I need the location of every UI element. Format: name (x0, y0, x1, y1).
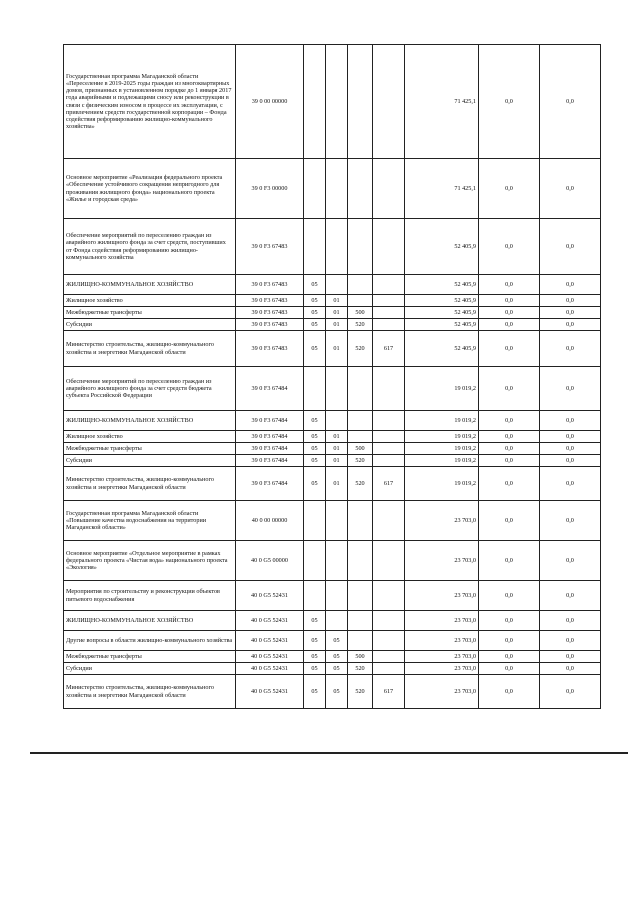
cell-grbs (373, 631, 405, 651)
cell-csr: 39 0 F3 67484 (236, 455, 304, 467)
table-row (64, 581, 601, 611)
cell-s3: 0,0 (540, 307, 601, 319)
cell-grbs (373, 541, 405, 581)
cell-name: Жилищное хозяйство (64, 431, 236, 443)
cell-name: Обеспечение мероприятий по переселению граждан из аварийного жилищного фонда за счет средств, поступивших от Фонда содействия реформированию жилищно-коммунального хозяйства (64, 219, 236, 275)
cell-s3: 0,0 (540, 443, 601, 455)
table-row (64, 443, 601, 455)
cell-name: Межбюджетные трансферты (64, 651, 236, 663)
cell-s1: 23 703,0 (405, 651, 479, 663)
cell-s3: 0,0 (540, 431, 601, 443)
cell-grbs (373, 367, 405, 411)
cell-rz: 05 (304, 455, 326, 467)
cell-pr (326, 159, 348, 219)
cell-vr (348, 611, 373, 631)
cell-vr (348, 431, 373, 443)
cell-pr: 01 (326, 455, 348, 467)
cell-grbs (373, 295, 405, 307)
cell-pr: 01 (326, 319, 348, 331)
cell-rz: 05 (304, 467, 326, 501)
cell-vr: 520 (348, 663, 373, 675)
cell-pr: 01 (326, 295, 348, 307)
cell-rz: 05 (304, 331, 326, 367)
cell-s2: 0,0 (479, 467, 540, 501)
cell-s3: 0,0 (540, 581, 601, 611)
cell-rz (304, 219, 326, 275)
cell-csr: 40 0 G5 52431 (236, 663, 304, 675)
cell-rz: 05 (304, 431, 326, 443)
cell-name: ЖИЛИЩНО-КОММУНАЛЬНОЕ ХОЗЯЙСТВО (64, 275, 236, 295)
cell-s1: 52 405,9 (405, 219, 479, 275)
cell-csr: 39 0 F3 67483 (236, 307, 304, 319)
cell-name: Другие вопросы в области жилищно-коммунального хозяйства (64, 631, 236, 651)
cell-rz: 05 (304, 675, 326, 709)
cell-s2: 0,0 (479, 675, 540, 709)
cell-pr (326, 611, 348, 631)
cell-s1: 52 405,9 (405, 275, 479, 295)
cell-s2: 0,0 (479, 295, 540, 307)
table-row (64, 467, 601, 501)
cell-vr: 500 (348, 651, 373, 663)
cell-s3: 0,0 (540, 455, 601, 467)
cell-vr (348, 295, 373, 307)
cell-s2: 0,0 (479, 651, 540, 663)
cell-grbs (373, 455, 405, 467)
cell-grbs (373, 431, 405, 443)
cell-s3: 0,0 (540, 275, 601, 295)
table-row (64, 275, 601, 295)
cell-grbs (373, 651, 405, 663)
cell-csr: 40 0 G5 00000 (236, 541, 304, 581)
cell-grbs: 617 (373, 675, 405, 709)
cell-s2: 0,0 (479, 611, 540, 631)
cell-csr: 39 0 F3 67484 (236, 431, 304, 443)
cell-vr (348, 45, 373, 159)
cell-s2: 0,0 (479, 219, 540, 275)
cell-name: Министерство строительства, жилищно-коммунального хозяйства и энергетики Магаданской области (64, 467, 236, 501)
cell-s3: 0,0 (540, 331, 601, 367)
cell-pr: 01 (326, 443, 348, 455)
table-row (64, 307, 601, 319)
cell-vr (348, 219, 373, 275)
cell-s1: 52 405,9 (405, 307, 479, 319)
cell-grbs (373, 307, 405, 319)
cell-name: ЖИЛИЩНО-КОММУНАЛЬНОЕ ХОЗЯЙСТВО (64, 611, 236, 631)
cell-grbs: 617 (373, 467, 405, 501)
page-divider-line (30, 752, 628, 754)
cell-name: ЖИЛИЩНО-КОММУНАЛЬНОЕ ХОЗЯЙСТВО (64, 411, 236, 431)
cell-vr: 500 (348, 443, 373, 455)
cell-csr: 40 0 G5 52431 (236, 651, 304, 663)
cell-csr: 39 0 F3 67483 (236, 319, 304, 331)
cell-rz: 05 (304, 275, 326, 295)
cell-vr: 520 (348, 455, 373, 467)
cell-rz: 05 (304, 411, 326, 431)
cell-pr: 05 (326, 631, 348, 651)
cell-s1: 23 703,0 (405, 581, 479, 611)
cell-vr: 520 (348, 467, 373, 501)
cell-pr (326, 219, 348, 275)
table-row (64, 159, 601, 219)
cell-name: Государственная программа Магаданской области «Повышение качества водоснабжения на территории Магаданской области» (64, 501, 236, 541)
cell-csr: 39 0 F3 67484 (236, 467, 304, 501)
cell-vr (348, 501, 373, 541)
cell-name: Министерство строительства, жилищно-коммунального хозяйства и энергетики Магаданской области (64, 331, 236, 367)
cell-grbs (373, 663, 405, 675)
cell-s3: 0,0 (540, 45, 601, 159)
cell-s3: 0,0 (540, 295, 601, 307)
cell-csr: 40 0 G5 52431 (236, 611, 304, 631)
cell-vr (348, 159, 373, 219)
cell-s1: 71 425,1 (405, 159, 479, 219)
cell-name: Межбюджетные трансферты (64, 443, 236, 455)
cell-s2: 0,0 (479, 319, 540, 331)
cell-csr: 39 0 F3 67483 (236, 219, 304, 275)
cell-rz: 05 (304, 631, 326, 651)
cell-s1: 52 405,9 (405, 319, 479, 331)
cell-s3: 0,0 (540, 541, 601, 581)
cell-vr (348, 541, 373, 581)
cell-grbs: 617 (373, 331, 405, 367)
cell-name: Министерство строительства, жилищно-коммунального хозяйства и энергетики Магаданской области (64, 675, 236, 709)
cell-s2: 0,0 (479, 455, 540, 467)
cell-csr: 39 0 F3 67484 (236, 443, 304, 455)
table-row (64, 367, 601, 411)
cell-vr: 520 (348, 331, 373, 367)
cell-name: Межбюджетные трансферты (64, 307, 236, 319)
cell-name: Государственная программа Магаданской области «Переселение в 2019-2025 годы граждан из многоквартирных домов, признанных в установленном порядке до 1 января 2017 года аварийными и подлежащими сносу или реконструкции в связи с физическим износом в процессе их эксплуатации, с привлечением средств государственной корпорации – Фонда содействия реформированию жилищно-коммунального хозяйства» (64, 45, 236, 159)
cell-name: Субсидии (64, 319, 236, 331)
table-row (64, 611, 601, 631)
cell-rz (304, 367, 326, 411)
cell-name: Субсидии (64, 455, 236, 467)
cell-s2: 0,0 (479, 541, 540, 581)
cell-rz: 05 (304, 319, 326, 331)
cell-rz: 05 (304, 611, 326, 631)
cell-pr: 01 (326, 331, 348, 367)
cell-rz: 05 (304, 663, 326, 675)
cell-pr (326, 581, 348, 611)
cell-s1: 19 019,2 (405, 411, 479, 431)
cell-rz (304, 541, 326, 581)
cell-s3: 0,0 (540, 611, 601, 631)
cell-s2: 0,0 (479, 275, 540, 295)
cell-pr: 05 (326, 663, 348, 675)
cell-rz (304, 501, 326, 541)
table-row (64, 663, 601, 675)
cell-name: Субсидии (64, 663, 236, 675)
table-row (64, 431, 601, 443)
cell-csr: 40 0 G5 52431 (236, 675, 304, 709)
cell-s3: 0,0 (540, 501, 601, 541)
cell-pr (326, 411, 348, 431)
cell-s3: 0,0 (540, 159, 601, 219)
cell-s2: 0,0 (479, 631, 540, 651)
cell-s1: 19 019,2 (405, 431, 479, 443)
cell-pr (326, 501, 348, 541)
cell-vr (348, 581, 373, 611)
cell-s3: 0,0 (540, 467, 601, 501)
cell-grbs (373, 159, 405, 219)
cell-s3: 0,0 (540, 651, 601, 663)
cell-pr (326, 45, 348, 159)
cell-s1: 71 425,1 (405, 45, 479, 159)
cell-rz (304, 581, 326, 611)
cell-grbs (373, 443, 405, 455)
cell-grbs (373, 411, 405, 431)
cell-pr: 01 (326, 467, 348, 501)
cell-s1: 19 019,2 (405, 443, 479, 455)
cell-vr: 500 (348, 307, 373, 319)
cell-s2: 0,0 (479, 663, 540, 675)
cell-grbs (373, 501, 405, 541)
cell-s1: 23 703,0 (405, 541, 479, 581)
cell-grbs (373, 611, 405, 631)
table-row (64, 411, 601, 431)
cell-s2: 0,0 (479, 431, 540, 443)
cell-s1: 19 019,2 (405, 455, 479, 467)
cell-s3: 0,0 (540, 631, 601, 651)
cell-rz (304, 159, 326, 219)
cell-s1: 52 405,9 (405, 331, 479, 367)
table-row (64, 319, 601, 331)
cell-s1: 23 703,0 (405, 675, 479, 709)
cell-s1: 19 019,2 (405, 367, 479, 411)
cell-vr (348, 631, 373, 651)
cell-vr: 520 (348, 675, 373, 709)
cell-s1: 52 405,9 (405, 295, 479, 307)
cell-vr (348, 367, 373, 411)
cell-name: Жилищное хозяйство (64, 295, 236, 307)
cell-csr: 39 0 F3 67483 (236, 295, 304, 307)
cell-vr: 520 (348, 319, 373, 331)
cell-s3: 0,0 (540, 219, 601, 275)
cell-s2: 0,0 (479, 367, 540, 411)
cell-grbs (373, 581, 405, 611)
table-row (64, 631, 601, 651)
cell-csr: 39 0 F3 67483 (236, 331, 304, 367)
table-row (64, 219, 601, 275)
table-row (64, 455, 601, 467)
cell-s1: 23 703,0 (405, 501, 479, 541)
table-row (64, 331, 601, 367)
cell-rz: 05 (304, 443, 326, 455)
cell-s1: 23 703,0 (405, 631, 479, 651)
cell-pr (326, 541, 348, 581)
cell-s2: 0,0 (479, 581, 540, 611)
cell-grbs (373, 275, 405, 295)
cell-s2: 0,0 (479, 411, 540, 431)
cell-s3: 0,0 (540, 319, 601, 331)
cell-s2: 0,0 (479, 443, 540, 455)
cell-pr: 05 (326, 651, 348, 663)
cell-s1: 23 703,0 (405, 663, 479, 675)
cell-name: Основное мероприятие «Реализация федерального проекта «Обеспечение устойчивого сокращения непригодного для проживания жилищного фонда» национального проекта «Жилье и городская среда» (64, 159, 236, 219)
cell-csr: 40 0 G5 52431 (236, 631, 304, 651)
cell-vr (348, 275, 373, 295)
cell-csr: 40 0 G5 52431 (236, 581, 304, 611)
cell-s2: 0,0 (479, 307, 540, 319)
cell-pr (326, 367, 348, 411)
cell-rz (304, 45, 326, 159)
cell-s2: 0,0 (479, 331, 540, 367)
cell-pr: 05 (326, 675, 348, 709)
table-row (64, 295, 601, 307)
cell-s2: 0,0 (479, 159, 540, 219)
cell-rz: 05 (304, 307, 326, 319)
cell-csr: 39 0 00 00000 (236, 45, 304, 159)
table-row (64, 675, 601, 709)
cell-rz: 05 (304, 651, 326, 663)
cell-s1: 19 019,2 (405, 467, 479, 501)
table-row (64, 45, 601, 159)
cell-csr: 40 0 00 00000 (236, 501, 304, 541)
cell-csr: 39 0 F3 67484 (236, 411, 304, 431)
cell-csr: 39 0 F3 67483 (236, 275, 304, 295)
cell-name: Основное мероприятие «Отдельное мероприятие в рамках федерального проекта «Чистая вода» национального проекта «Экология» (64, 541, 236, 581)
cell-grbs (373, 219, 405, 275)
cell-grbs (373, 319, 405, 331)
cell-name: Обеспечение мероприятий по переселению граждан из аварийного жилищного фонда за счет средств бюджета субъекта Российской Федерации (64, 367, 236, 411)
cell-pr (326, 275, 348, 295)
cell-s3: 0,0 (540, 411, 601, 431)
cell-vr (348, 411, 373, 431)
budget-table-body (64, 45, 601, 709)
cell-s2: 0,0 (479, 501, 540, 541)
table-row (64, 651, 601, 663)
cell-pr: 01 (326, 431, 348, 443)
cell-csr: 39 0 F3 67484 (236, 367, 304, 411)
table-row (64, 541, 601, 581)
cell-s3: 0,0 (540, 663, 601, 675)
cell-grbs (373, 45, 405, 159)
budget-table (63, 44, 601, 709)
cell-s1: 23 703,0 (405, 611, 479, 631)
table-row (64, 501, 601, 541)
cell-s3: 0,0 (540, 675, 601, 709)
cell-s2: 0,0 (479, 45, 540, 159)
cell-rz: 05 (304, 295, 326, 307)
cell-pr: 01 (326, 307, 348, 319)
cell-s3: 0,0 (540, 367, 601, 411)
cell-name: Мероприятия по строительству и реконструкции объектов питьевого водоснабжения (64, 581, 236, 611)
cell-csr: 39 0 F3 00000 (236, 159, 304, 219)
